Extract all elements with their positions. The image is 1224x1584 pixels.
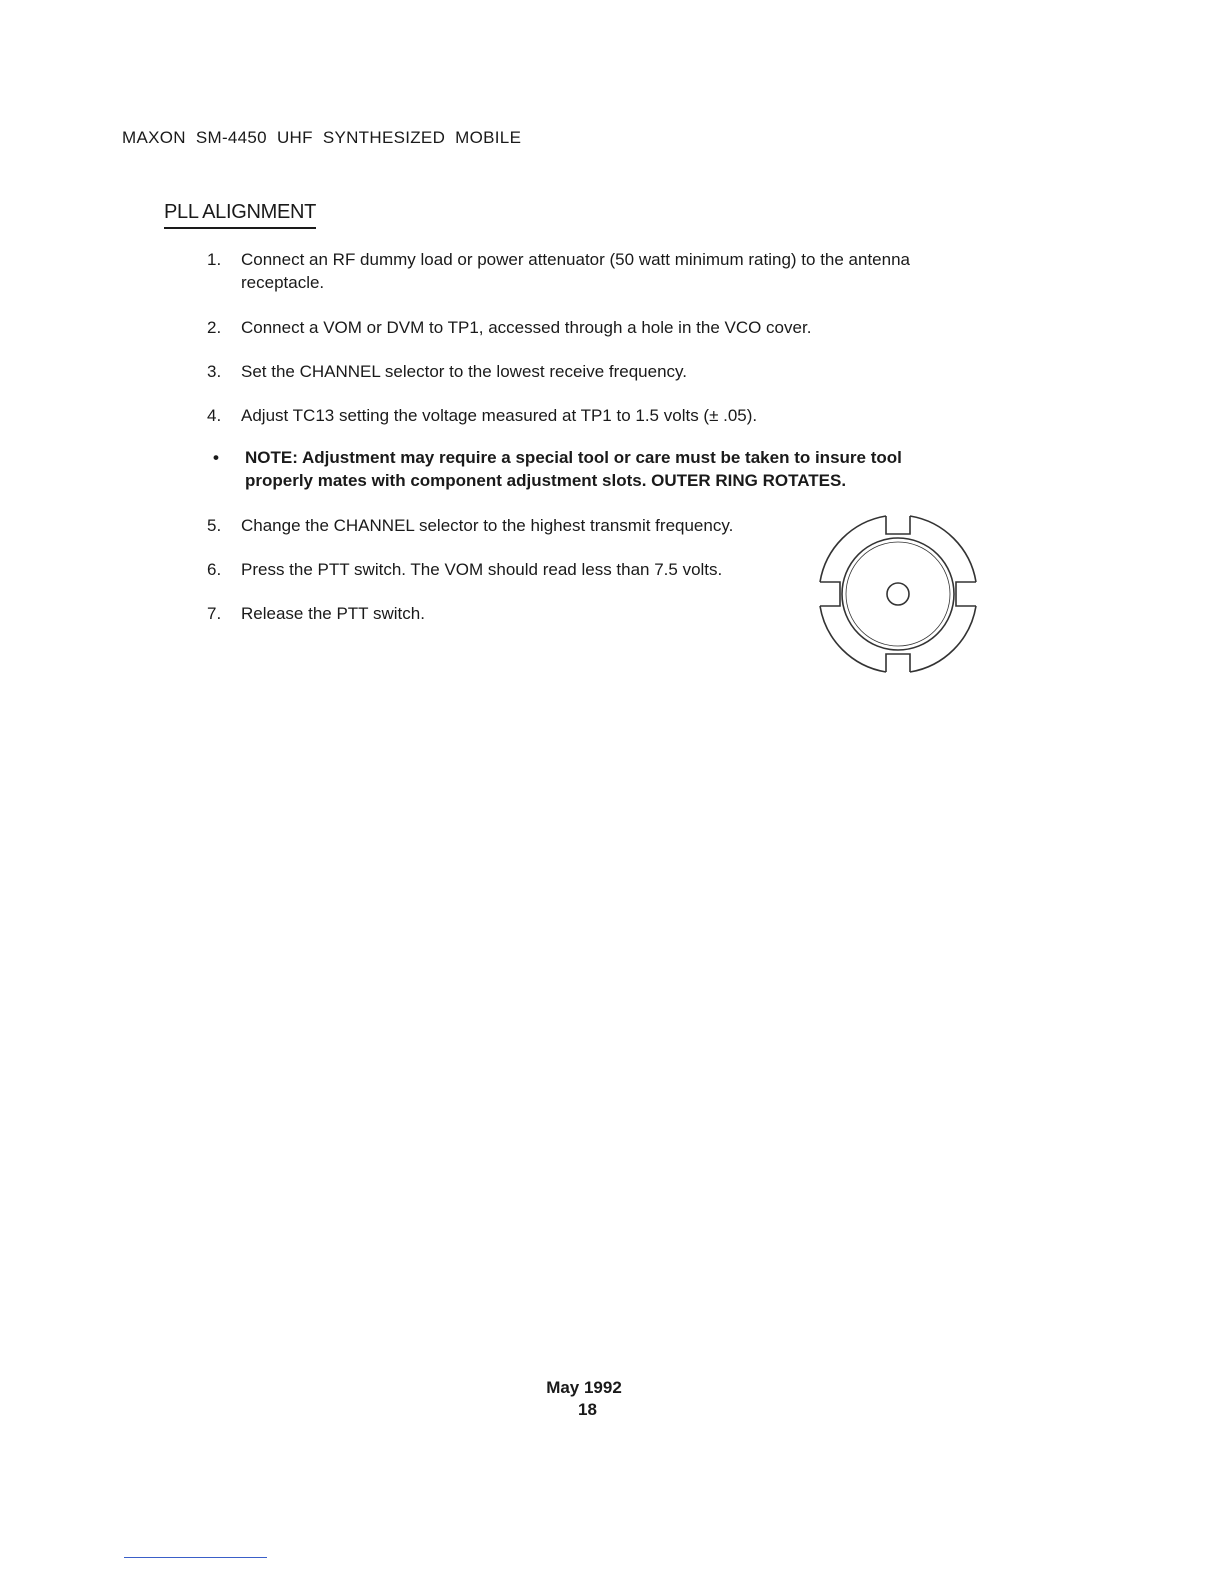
outer-ring-arc-bottom-right [910,606,976,672]
footer-date: May 1992 [546,1378,622,1397]
center-hole [887,583,909,605]
footer-rule [124,1557,267,1558]
slot-right [956,582,976,606]
step-4 [207,404,971,427]
outer-ring-arc-bottom-left [820,606,886,672]
slot-left [820,582,840,606]
step-text: Set the CHANNEL selector to the lowest receive frequency. [241,362,687,381]
inner-ring-shadow [846,542,950,646]
step-2 [207,316,971,339]
page-number: 18 [578,1400,597,1419]
trimmer-diagram-svg [810,506,986,682]
step-6 [207,558,801,581]
outer-ring-arc-top-right [910,516,976,582]
step-text: Release the PTT switch. [241,604,425,623]
document-header: MAXON SM-4450 UHF SYNTHESIZED MOBILE [122,128,522,147]
adjustment-note [213,446,965,492]
outer-ring-arc-top-left [820,516,886,582]
step-number: 5. [207,516,222,535]
step-number: 3. [207,362,222,381]
section-title: PLL ALIGNMENT [164,200,316,229]
note-text: NOTE: Adjustment may require a special tool or care must be taken to insure tool properly mates with component adjustment slots. OUTER RING ROTATES. [245,448,902,490]
trimmer-capacitor-diagram [810,506,986,682]
step-text: Connect a VOM or DVM to TP1, accessed through a hole in the VCO cover. [241,318,812,337]
step-number: 2. [207,318,222,337]
step-number: 6. [207,560,222,579]
step-number: 7. [207,604,222,623]
step-1 [207,248,956,294]
slot-bottom [886,654,910,672]
inner-ring [842,538,954,650]
step-3 [207,360,971,383]
step-text: Connect an RF dummy load or power attenuator (50 watt minimum rating) to the antenna receptacle. [241,250,911,292]
note-bullet: • [213,448,219,467]
step-7 [207,602,801,625]
step-number: 1. [207,250,222,269]
step-number: 4. [207,406,222,425]
step-text: Adjust TC13 setting the voltage measured at TP1 to 1.5 volts (± .05). [241,406,758,425]
slot-top [886,516,910,534]
step-text: Press the PTT switch. The VOM should read less than 7.5 volts. [241,560,723,579]
step-5 [207,514,801,537]
step-text: Change the CHANNEL selector to the highest transmit frequency. [241,516,734,535]
